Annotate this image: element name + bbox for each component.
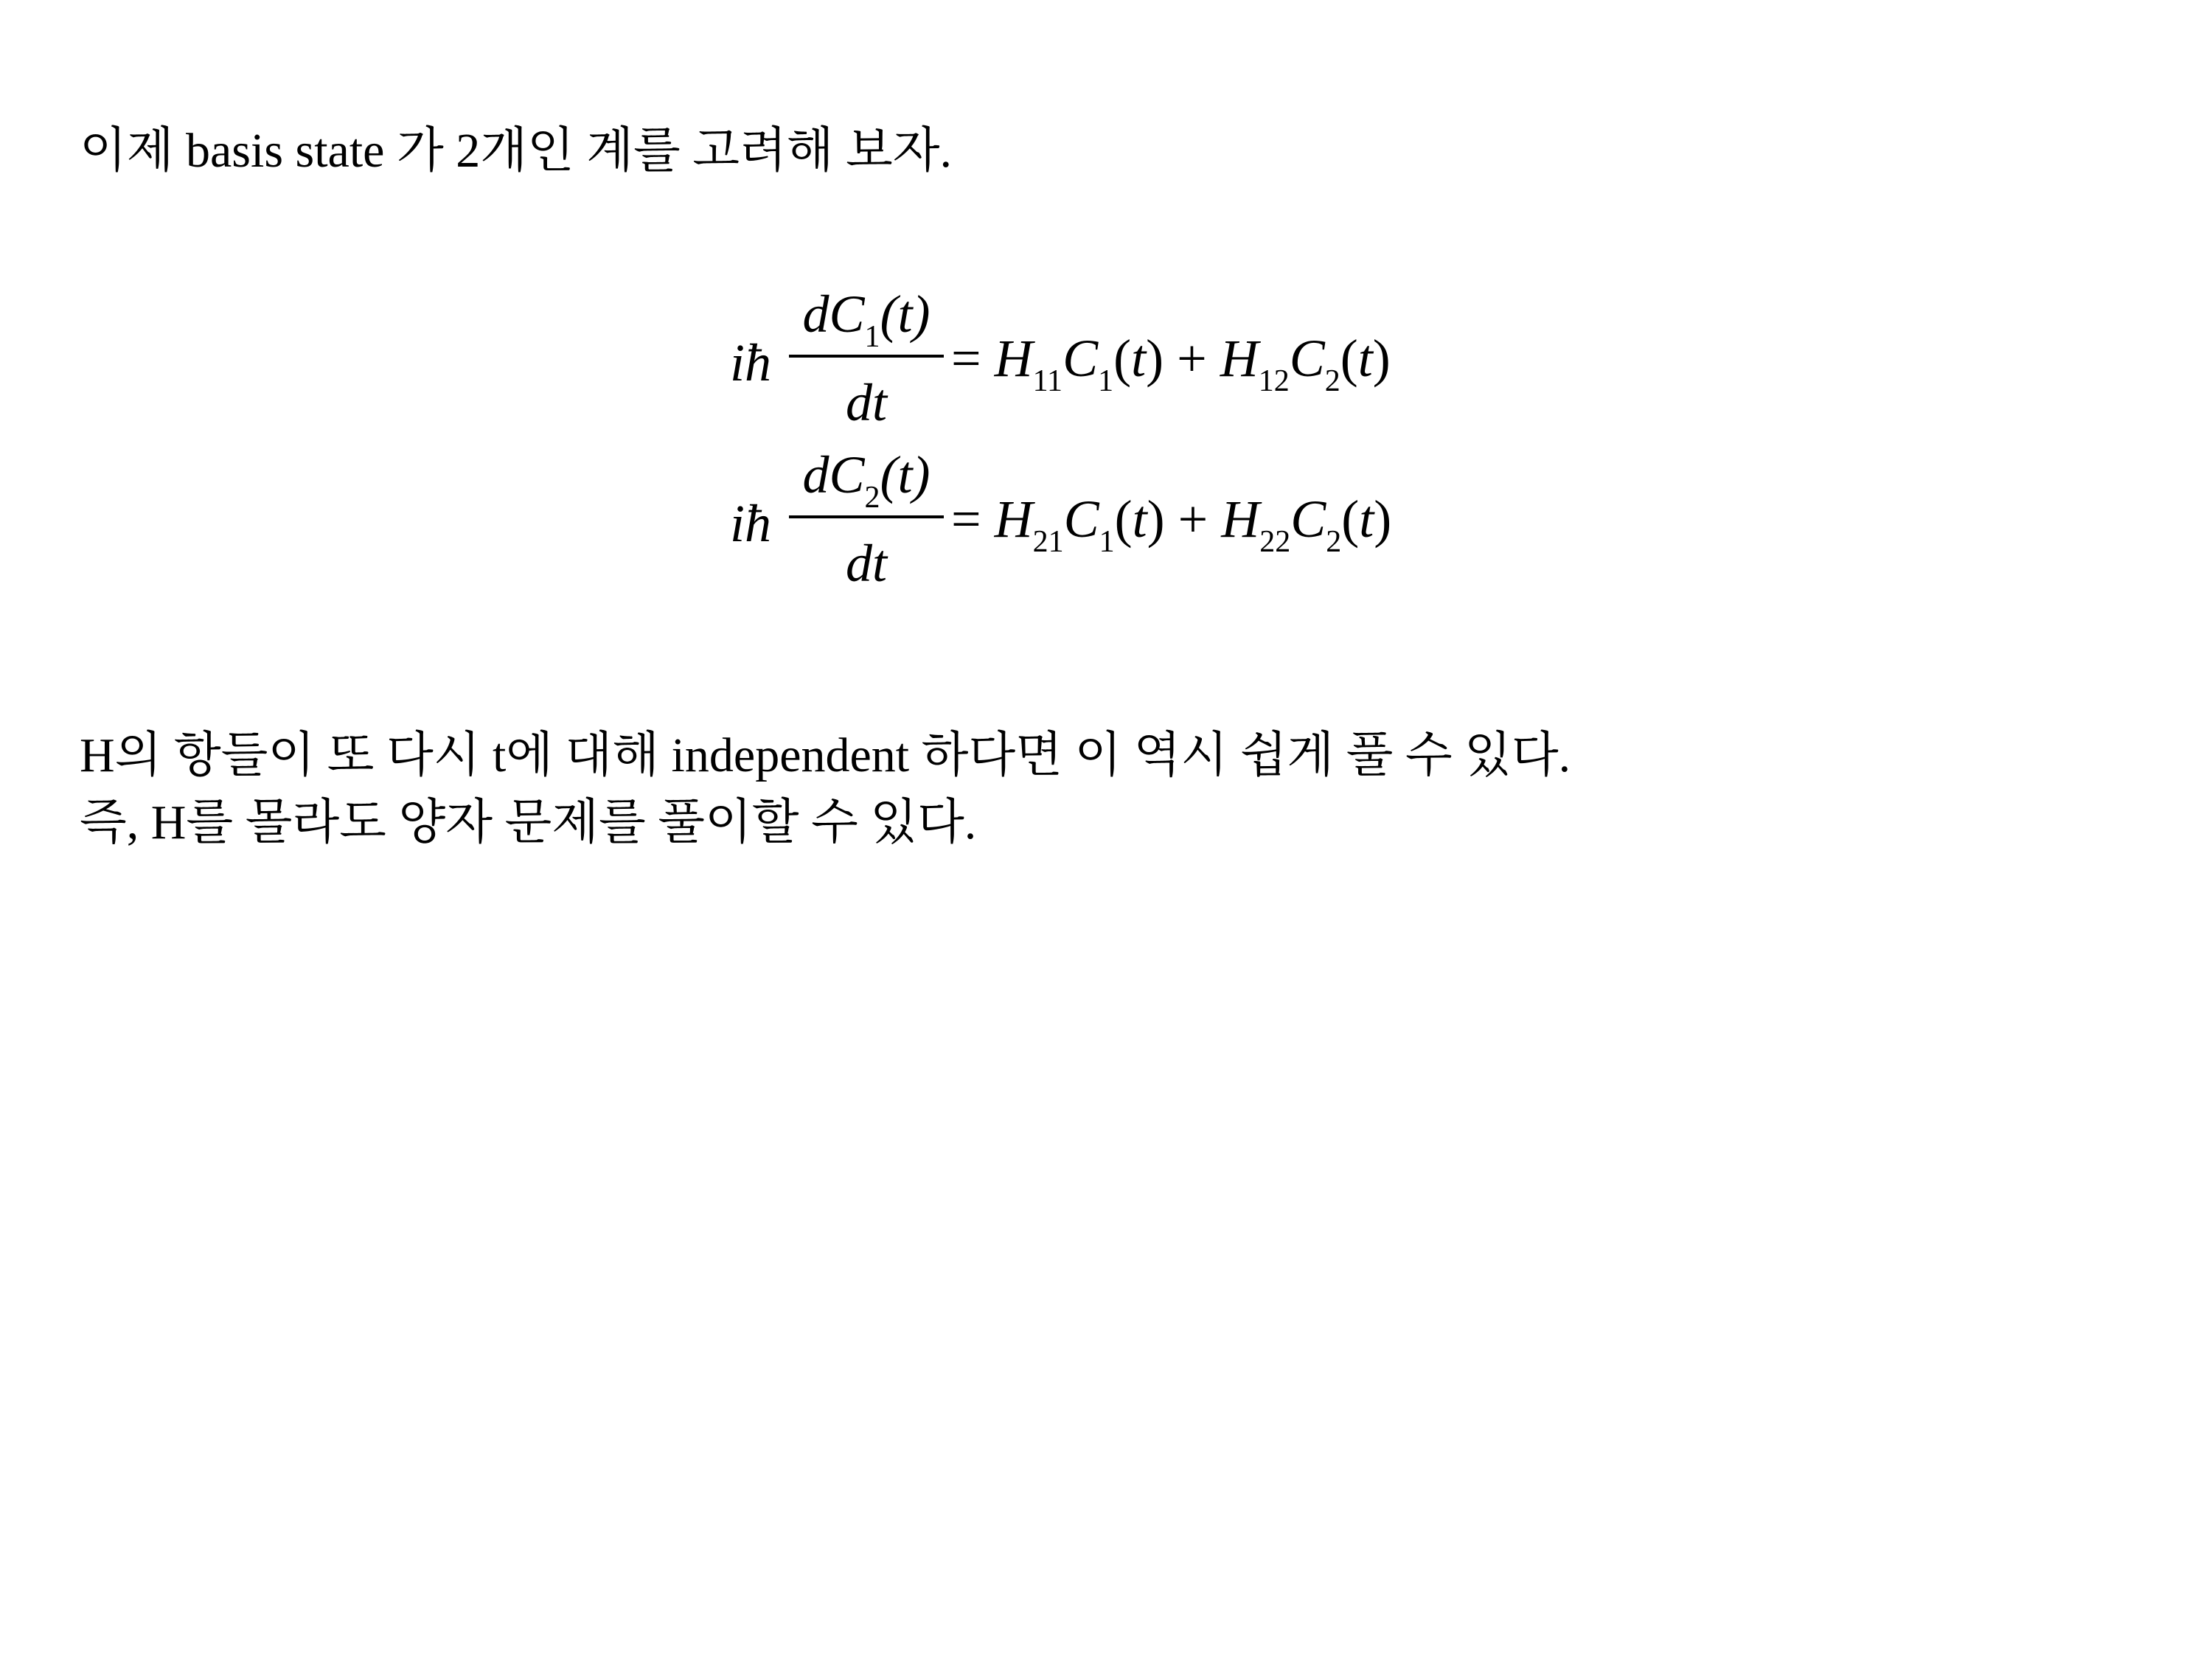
intro-text: 이제 basis state 가 2개인 계를 고려해 보자. [80, 124, 953, 178]
equation-1-rhs-token: C [1062, 329, 1099, 388]
equation-1-rhs-token: 12 [1258, 364, 1290, 398]
equation-1-rhs-token: C [1289, 329, 1325, 388]
equation-1-rhs-token: 1 [1098, 364, 1114, 398]
equation-2-rhs-token: H [994, 490, 1033, 549]
equation-2-num-arg: (t) [880, 445, 931, 504]
equation-1-num-d: d [802, 285, 830, 344]
equation-1-rhs-token: 11 [1032, 364, 1063, 398]
equation-2-rhs-token: 21 [1032, 525, 1064, 559]
equation-2-rhs [951, 490, 1392, 559]
equation-1-rhs [951, 329, 1391, 398]
equation-1-num-sub: 1 [864, 320, 880, 354]
equation-1-num-arg: (t) [880, 285, 931, 344]
equation-2-num-d: d [802, 445, 830, 504]
equation-2-rhs-token: C [1063, 490, 1099, 549]
equation-2-denominator: dt [845, 534, 887, 593]
equation-2-rhs-token: ( [1114, 490, 1133, 549]
equation-2-rhs-token: 1 [1099, 525, 1115, 559]
equation-2-rhs-token: H [1221, 490, 1260, 549]
equation-1-rhs-token: ) + [1146, 329, 1220, 388]
equation-2-rhs-token: C [1290, 490, 1326, 549]
equation-2-rhs-token: ) [1374, 490, 1392, 549]
equation-1-rhs-token: t [1131, 329, 1147, 388]
equation-1-rhs-token: ) [1372, 329, 1391, 388]
body-text-line-2: 즉, H를 몰라도 양자 문제를 풀이할 수 있다. [80, 796, 977, 849]
equation-2-rhs-token: 2 [1326, 525, 1342, 559]
equation-2-rhs-token: t [1359, 490, 1374, 549]
equation-1-rhs-token: 2 [1324, 364, 1340, 398]
equation-1-fraction-bar [789, 355, 944, 358]
equation-2-numerator [789, 445, 944, 515]
equation-1-rhs-token: t [1357, 329, 1373, 388]
equation-2-rhs-token: 22 [1259, 525, 1291, 559]
equation-1-rhs-token: = [951, 329, 995, 388]
equation-1-denominator: dt [845, 373, 887, 432]
equation-1-rhs-token: H [994, 329, 1033, 388]
equation-2-fraction-bar [789, 515, 944, 518]
equation-2-rhs-token: ( [1341, 490, 1360, 549]
body-text-line-1: H의 항들이 또 다시 t에 대해 independent 하다면 이 역시 쉽게 풀 수 있다. [80, 728, 1571, 782]
equation-1-numerator [789, 285, 944, 354]
equation-2-num-sub: 2 [864, 481, 880, 515]
equation-1-rhs-token: ( [1113, 329, 1132, 388]
equation-1-prefix: iħ [730, 333, 772, 392]
equation-2-rhs-token: ) + [1147, 490, 1222, 549]
equation-2-rhs-token: = [951, 490, 995, 549]
equation-2-prefix: iħ [730, 494, 772, 553]
equation-2-num-c: C [829, 445, 865, 504]
equation-1-rhs-token: ( [1340, 329, 1358, 388]
equation-1-rhs-token: H [1220, 329, 1259, 388]
equation-1-num-c: C [829, 285, 865, 344]
equation-2-rhs-token: t [1132, 490, 1147, 549]
